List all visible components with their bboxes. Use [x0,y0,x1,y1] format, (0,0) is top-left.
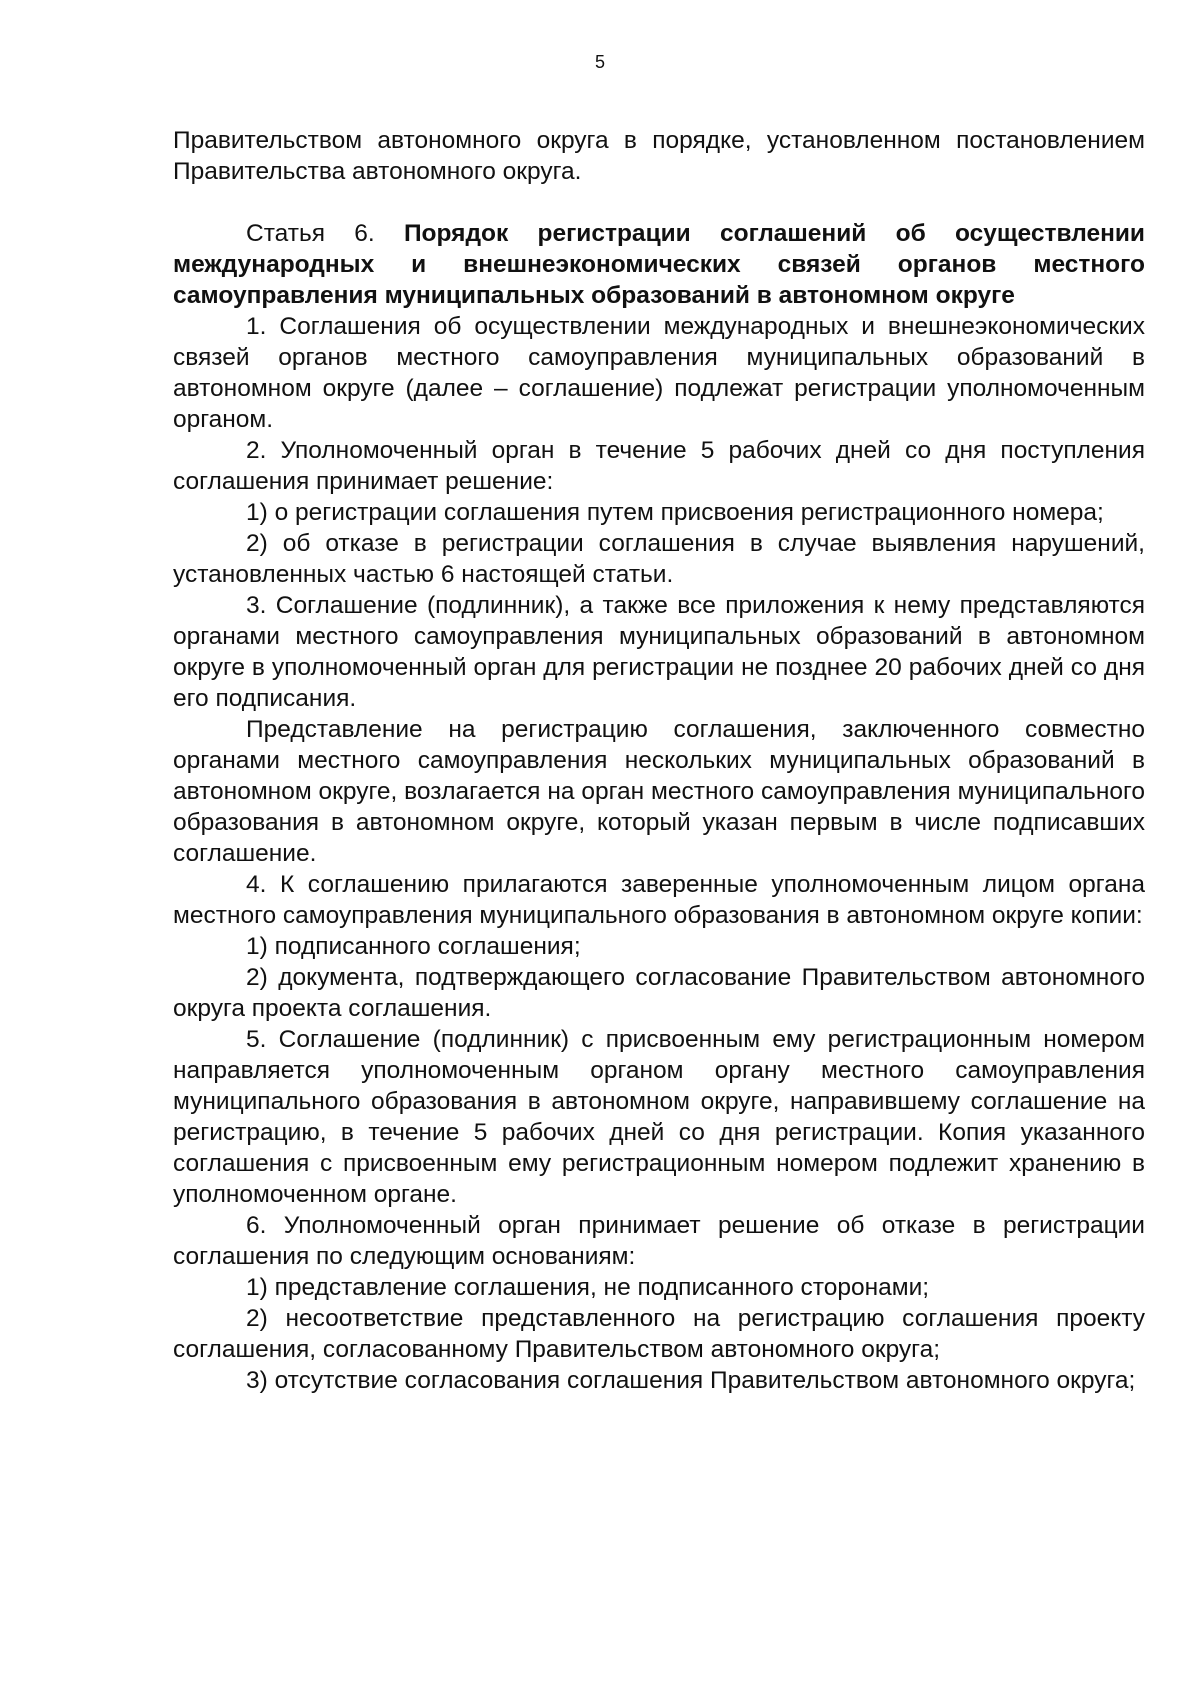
paragraph-3: 3. Соглашение (подлинник), а также все приложения к нему представляются органами местного самоуправления муниципальных образований в автономном округе в уполномоченный орган для регистрации не позднее 20 рабочих дней со дня его подписания. [173,592,1145,712]
article-title: Порядок регистрации соглашений об осуществлении международных и внешнеэкономических связей органов местного самоуправления муниципальных образований в автономном округе [173,220,1145,309]
page-number: 5 [594,52,605,72]
paragraph-2-item-1: 1) о регистрации соглашения путем присвоения регистрационного номера; [246,499,1104,526]
paragraph-3-continuation: Представление на регистрацию соглашения, заключенного совместно органами местного самоуправления нескольких муниципальных образований в автономном округе, возлагается на орган местного самоуправления муниципального образования в автономном округе, который указан первым в числе подписавших соглашение. [173,716,1145,867]
intro-paragraph: Правительством автономного округа в порядке, установленном постановлением Правительства автономного округа. [173,127,1145,185]
paragraph-6-item-2: 2) несоответствие представленного на регистрацию соглашения проекту соглашения, согласованному Правительством автономного округа; [173,1305,1145,1363]
paragraph-1: 1. Соглашения об осуществлении международных и внешнеэкономических связей органов местного самоуправления муниципальных образований в автономном округе (далее – соглашение) подлежат регистрации уполномоченным органом. [173,313,1145,433]
paragraph-2-item-2: 2) об отказе в регистрации соглашения в случае выявления нарушений, установленных частью 6 настоящей статьи. [173,530,1145,588]
paragraph-4-item-1: 1) подписанного соглашения; [246,933,581,960]
paragraph-5: 5. Соглашение (подлинник) с присвоенным ему регистрационным номером направляется уполномоченным органом органу местного самоуправления муниципального образования в автономном округе, направившему соглашение на регистрацию, в течение 5 рабочих дней со дня регистрации. Копия указанного соглашения с присвоенным ему регистрационным номером подлежит хранению в уполномоченном органе. [173,1026,1145,1208]
paragraph-6: 6. Уполномоченный орган принимает решение об отказе в регистрации соглашения по следующим основаниям: [173,1212,1145,1270]
paragraph-2: 2. Уполномоченный орган в течение 5 рабочих дней со дня поступления соглашения принимает решение: [173,437,1145,495]
document-body [173,125,1145,1396]
article-prefix: Статья 6. [246,220,404,247]
paragraph-6-item-3: 3) отсутствие согласования соглашения Правительством автономного округа; [246,1367,1136,1394]
paragraph-4: 4. К соглашению прилагаются заверенные уполномоченным лицом органа местного самоуправления муниципального образования в автономном округе копии: [173,871,1145,929]
paragraph-4-item-2: 2) документа, подтверждающего согласование Правительством автономного округа проекта соглашения. [173,964,1145,1022]
paragraph-6-item-1: 1) представление соглашения, не подписанного сторонами; [246,1274,930,1301]
article-heading [173,218,1145,311]
